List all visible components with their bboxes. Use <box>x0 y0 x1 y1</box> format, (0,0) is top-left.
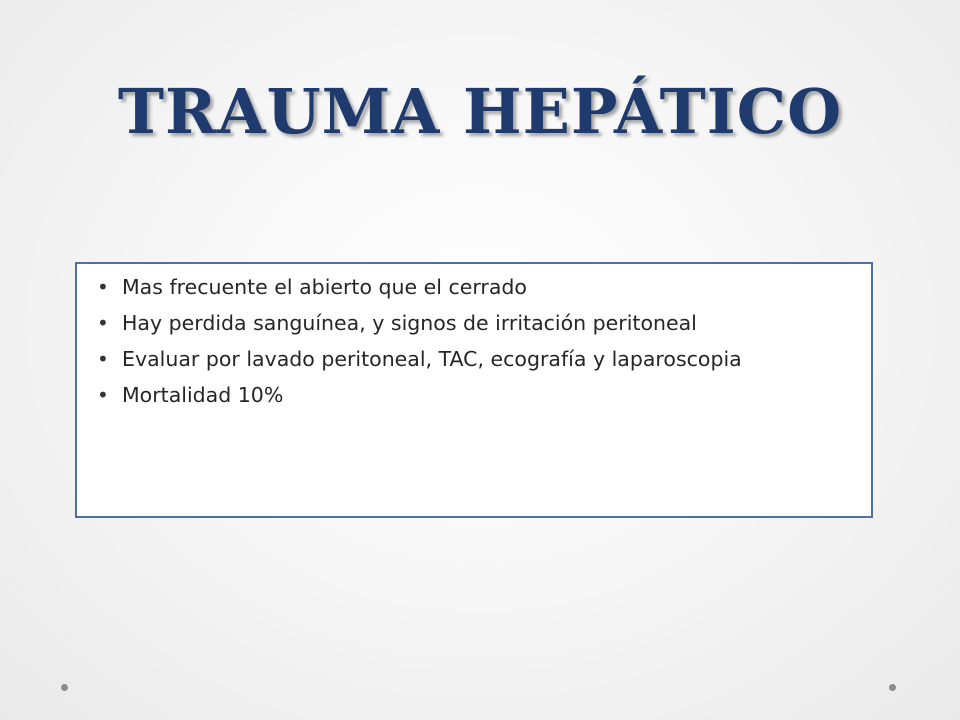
bullet-item <box>97 274 851 301</box>
bullet-text: Evaluar por lavado peritoneal, TAC, ecografía y laparoscopia <box>122 347 742 371</box>
bullet-marker: • <box>97 275 109 299</box>
bullet-marker: • <box>97 347 109 371</box>
bullet-item <box>97 346 851 373</box>
bullet-text: Hay perdida sanguínea, y signos de irritación peritoneal <box>122 311 697 335</box>
bullet-list <box>97 274 851 409</box>
bullet-text: Mas frecuente el abierto que el cerrado <box>122 275 527 299</box>
bullet-marker: • <box>97 311 109 335</box>
decorative-dot-right <box>889 684 896 691</box>
bullet-item <box>97 310 851 337</box>
content-box <box>75 262 873 518</box>
decorative-dot-left <box>61 684 68 691</box>
bullet-item <box>97 382 851 409</box>
slide-title: TRAUMA HEPÁTICO <box>117 75 843 148</box>
bullet-text: Mortalidad 10% <box>122 383 284 407</box>
bullet-marker: • <box>97 383 109 407</box>
